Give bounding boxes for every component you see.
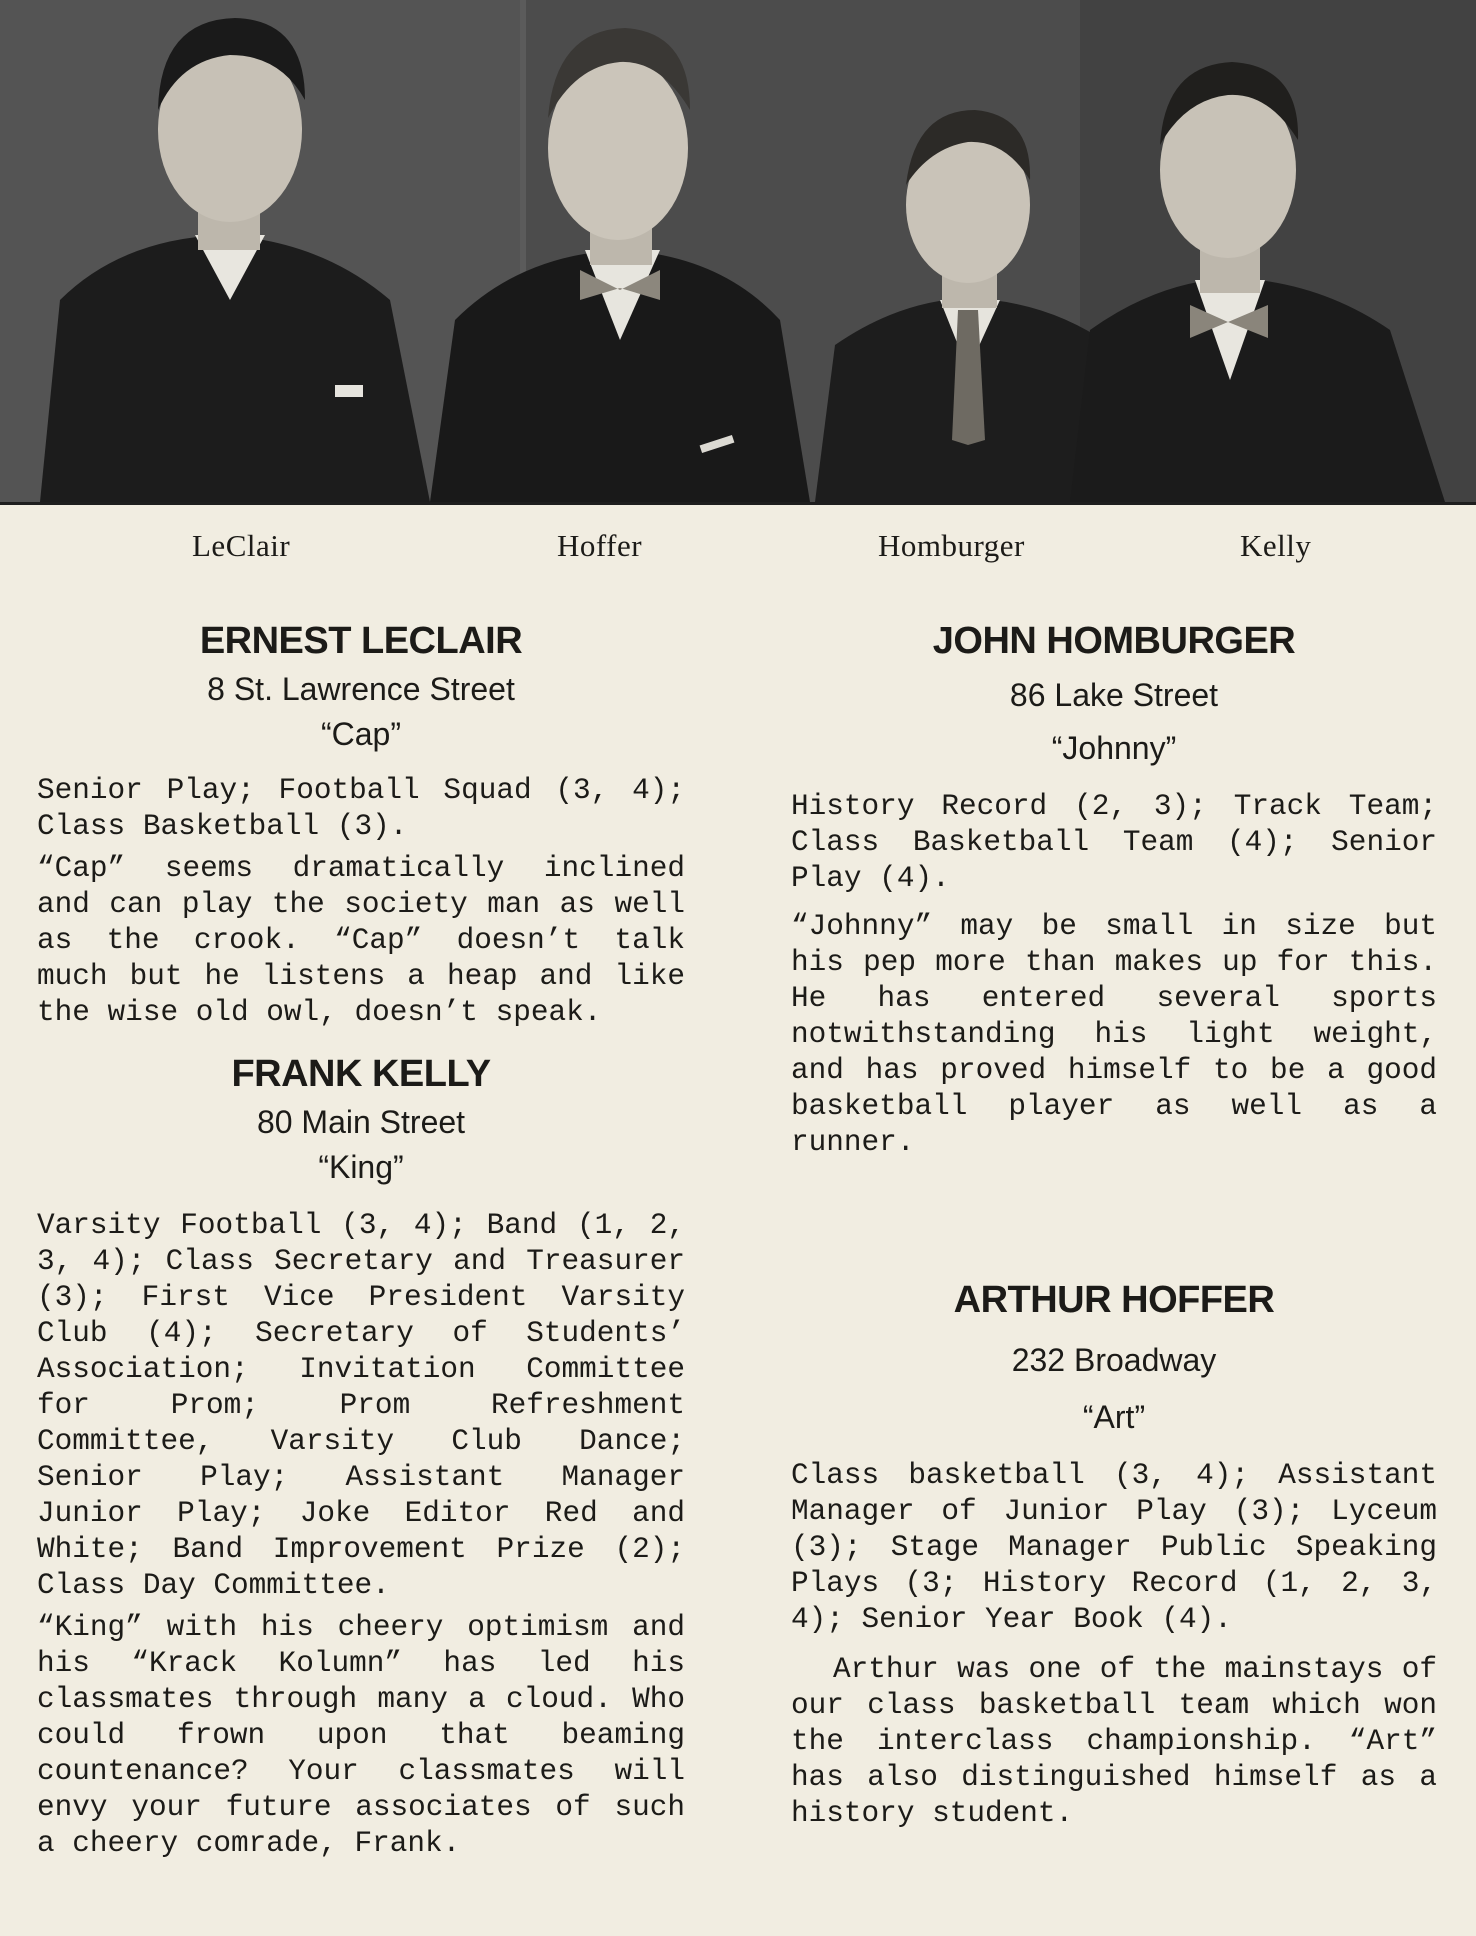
entry-address: 80 Main Street xyxy=(256,1104,466,1140)
entry-homburger xyxy=(791,620,1437,1161)
entry-address: 86 Lake Street xyxy=(1009,677,1219,713)
entry-hoffer xyxy=(791,1279,1437,1832)
right-column xyxy=(791,620,1437,1832)
entry-name: ARTHUR HOFFER xyxy=(953,1279,1275,1321)
entry-description: “King” with his cheery optimism and his “Krack Kolumn” has led his classmates through many a cloud. Who could frown upon that beaming countenance? Your classmates will envy your future associates of such a cheery comrade, Frank. xyxy=(37,1611,685,1860)
entry-activities: Class basketball (3, 4); Assistant Manager of Junior Play (3); Lyceum (3); Stage Manager Public Speaking Plays (3; History Record (1, 2, 3, 4); Senior Year Book (4). xyxy=(791,1459,1437,1636)
entry-activities: History Record (2, 3); Track Team; Class Basketball Team (4); Senior Play (4). xyxy=(791,790,1437,895)
entry-activities: Varsity Football (3, 4); Band (1, 2, 3, 4); Class Secretary and Treasurer (3); First Vice President Varsity Club (4); Secretary of Students’ Association; Invitation Committee for Prom; Prom Refreshment Committee, Varsity Club Dance; Senior Play; Assistant Manager Junior Play; Joke Editor Red and White; Band Improvement Prize (2); Class Day Committee. xyxy=(37,1209,685,1602)
entry-name: ERNEST LECLAIR xyxy=(199,620,523,662)
entry-nickname: “King” xyxy=(318,1149,404,1185)
caption-kelly: Kelly xyxy=(1240,528,1312,563)
entry-description: “Johnny” may be small in size but his pep more than makes up for this. He has entered several sports notwithstanding his light weight, and has proved himself to be a good basketball player as well as a runner. xyxy=(791,910,1437,1159)
entry-nickname: “Art” xyxy=(1082,1399,1146,1435)
entry-activities: Senior Play; Football Squad (3, 4); Class Basketball (3). xyxy=(37,774,685,843)
entry-nickname: “Johnny” xyxy=(1051,730,1177,766)
entry-name: FRANK KELLY xyxy=(231,1053,491,1095)
entry-address: 232 Broadway xyxy=(1011,1342,1217,1378)
group-photograph xyxy=(0,0,1476,505)
caption-leclair: LeClair xyxy=(192,528,291,563)
entry-description: “Cap” seems dramatically inclined and can play the society man as well as the crook. “Cap” doesn’t talk much but he listens a heap and like the wise old owl, doesn’t speak. xyxy=(37,852,685,1029)
entry-name: JOHN HOMBURGER xyxy=(932,620,1296,662)
entry-leclair xyxy=(37,620,685,1031)
entry-description: Arthur was one of the mainstays of our class basketball team which won the interclass championship. “Art” has also distinguished himself as a history student. xyxy=(791,1653,1437,1830)
entry-address: 8 St. Lawrence Street xyxy=(207,671,515,707)
caption-hoffer: Hoffer xyxy=(557,528,643,563)
photo-illustration xyxy=(0,0,1476,502)
caption-homburger: Homburger xyxy=(878,528,1025,563)
left-column xyxy=(37,620,685,1862)
entry-nickname: “Cap” xyxy=(320,716,401,752)
entry-kelly xyxy=(37,1053,685,1862)
